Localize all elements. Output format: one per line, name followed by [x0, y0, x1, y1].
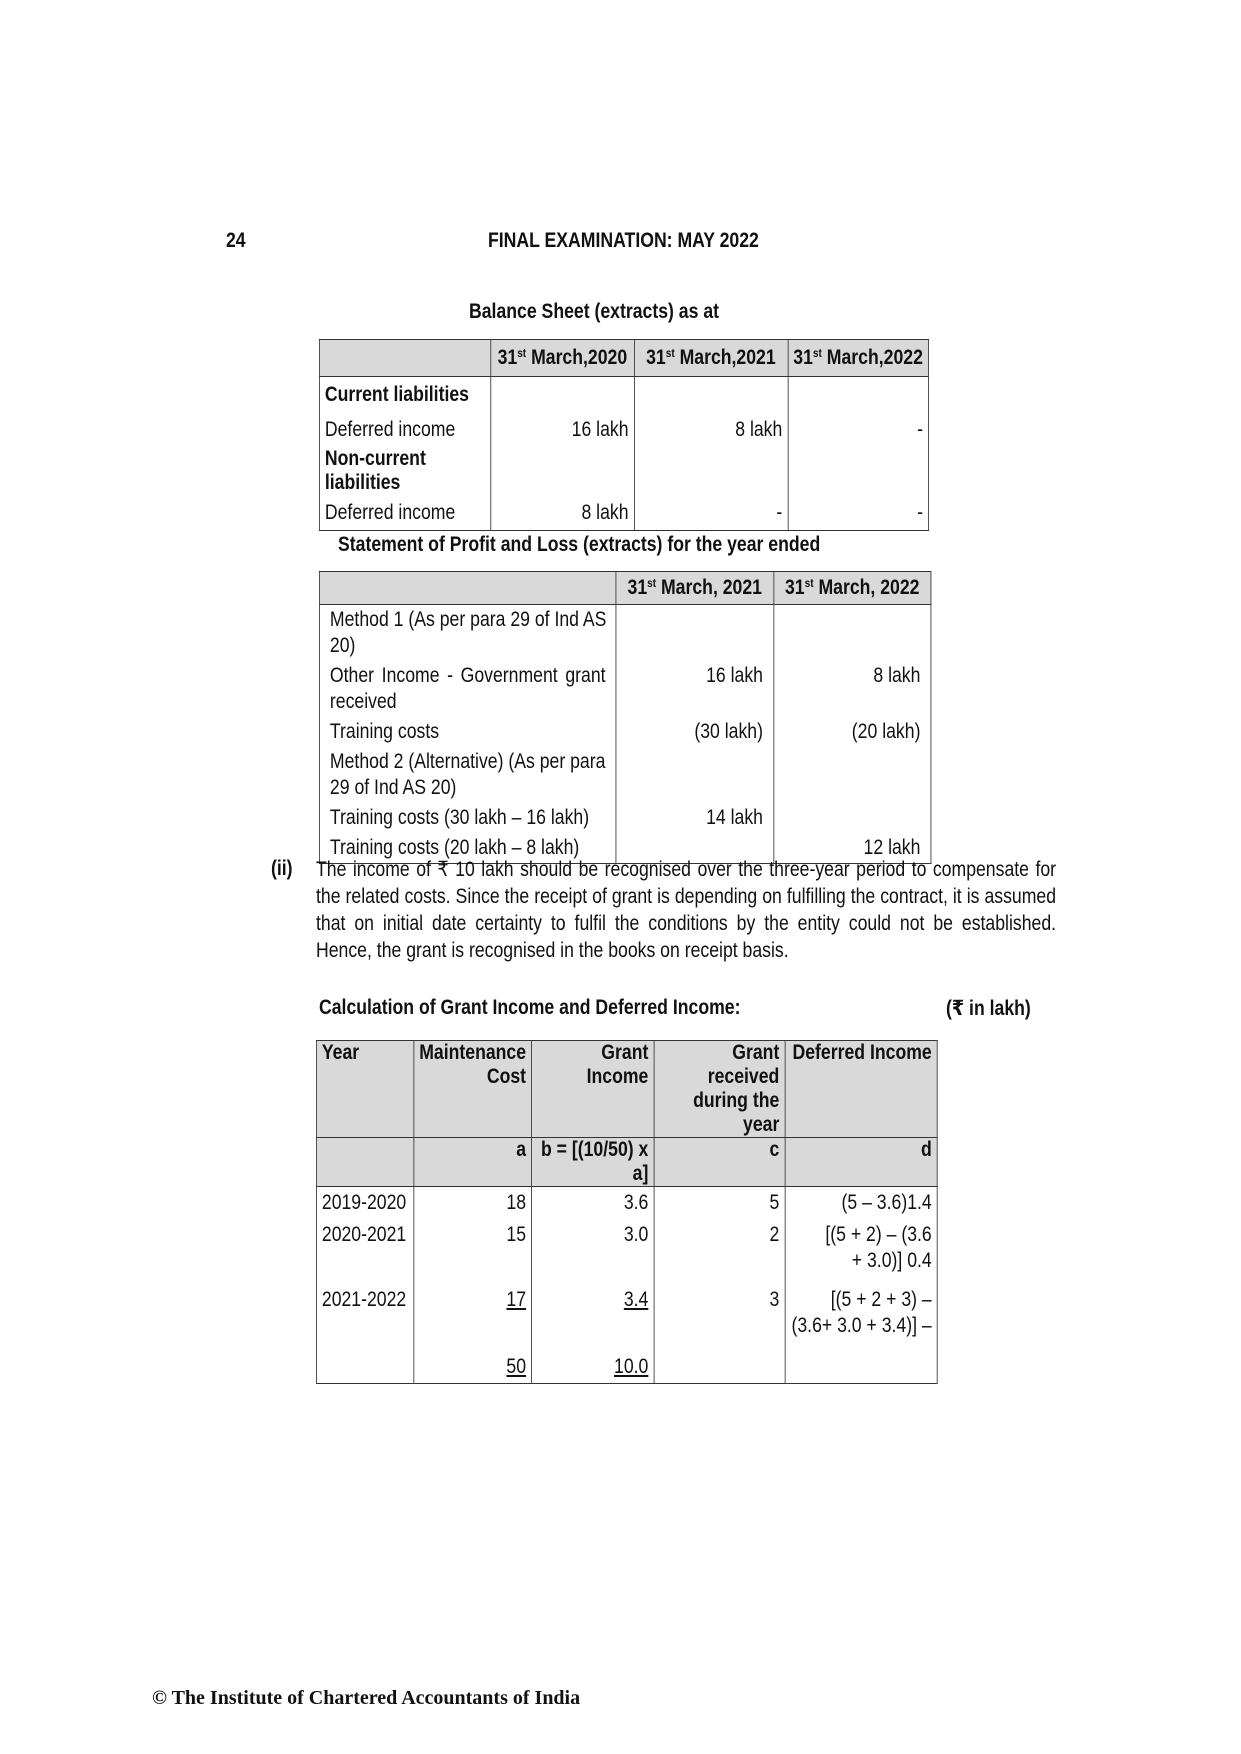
table-row: Method 2 (Alternative) (As per para 29 of Ind AS 20): [319, 747, 931, 803]
grant-calc-table: [316, 1040, 938, 1384]
column-header: Grant Income: [532, 1041, 654, 1138]
table-row: Deferred income 16 lakh 8 lakh -: [319, 412, 928, 447]
part-ii-paragraph: The income of ₹ 10 lakh should be recognised over the three-year period to compensate for the related costs. Since the receipt of grant is depending on fulfilling the contract, it is assumed that on initial date certainty to fulfil the conditions by the entity could not be established. Hence, the grant is recognised in the books on receipt basis.: [316, 858, 1057, 962]
table-row: Training costs (30 lakh) (20 lakh): [319, 717, 931, 747]
totals-row: 50 10.0: [316, 1342, 937, 1384]
table-header-row: [319, 572, 931, 605]
column-header: Deferred Income: [785, 1041, 937, 1138]
balance-sheet-caption: Balance Sheet (extracts) as at: [469, 300, 720, 323]
column-header: Year: [316, 1041, 413, 1138]
table-row: Deferred income 8 lakh - -: [319, 495, 928, 531]
balance-sheet-table: [319, 339, 929, 531]
table-row: 2019-2020 18 3.6 5 (5 – 3.6)1.4: [316, 1187, 937, 1220]
profit-loss-caption: Statement of Profit and Loss (extracts) for the year ended: [338, 533, 821, 556]
copyright-footer: © The Institute of Chartered Accountants of India: [152, 1687, 581, 1709]
table-row: Method 1 (As per para 29 of Ind AS 20): [319, 605, 931, 662]
profit-loss-table: [319, 571, 931, 864]
column-header: 31st March,2022: [788, 340, 929, 377]
table-row: 2021-2022 17 3.4 3 [(5 + 2 + 3) – (3.6+ 3.0 + 3.4)] –: [316, 1277, 937, 1342]
table-row: Training costs (20 lakh – 8 lakh) 12 lakh: [319, 833, 931, 864]
grant-calc-unit: (₹ in lakh): [946, 997, 1031, 1020]
table-row: Current liabilities: [319, 377, 928, 413]
grant-calc-caption: Calculation of Grant Income and Deferred Income:: [319, 996, 741, 1019]
page-title: FINAL EXAMINATION: MAY 2022: [488, 229, 759, 252]
column-header: 31st March,2020: [491, 340, 634, 377]
table-header-row: [316, 1041, 937, 1138]
column-header: Grant received during the year: [654, 1041, 785, 1138]
table-row: Non-current liabilities: [319, 447, 928, 495]
column-header: Maintenance Cost: [414, 1041, 532, 1138]
table-header-row: [319, 340, 928, 377]
column-header: 31st March, 2021: [616, 572, 773, 605]
page-number: 24: [226, 229, 246, 252]
column-header: 31st March,2021: [634, 340, 788, 377]
formula-row: a b = [(10/50) x a] c d: [316, 1138, 937, 1187]
part-ii-label: (ii): [271, 857, 293, 880]
table-row: Other Income - Government grant received 16 lakh 8 lakh: [319, 661, 931, 717]
table-row: 2020-2021 15 3.0 2 [(5 + 2) – (3.6 + 3.0)] 0.4: [316, 1219, 937, 1277]
table-row: Training costs (30 lakh – 16 lakh) 14 lakh: [319, 803, 931, 833]
column-header: 31st March, 2022: [773, 572, 930, 605]
